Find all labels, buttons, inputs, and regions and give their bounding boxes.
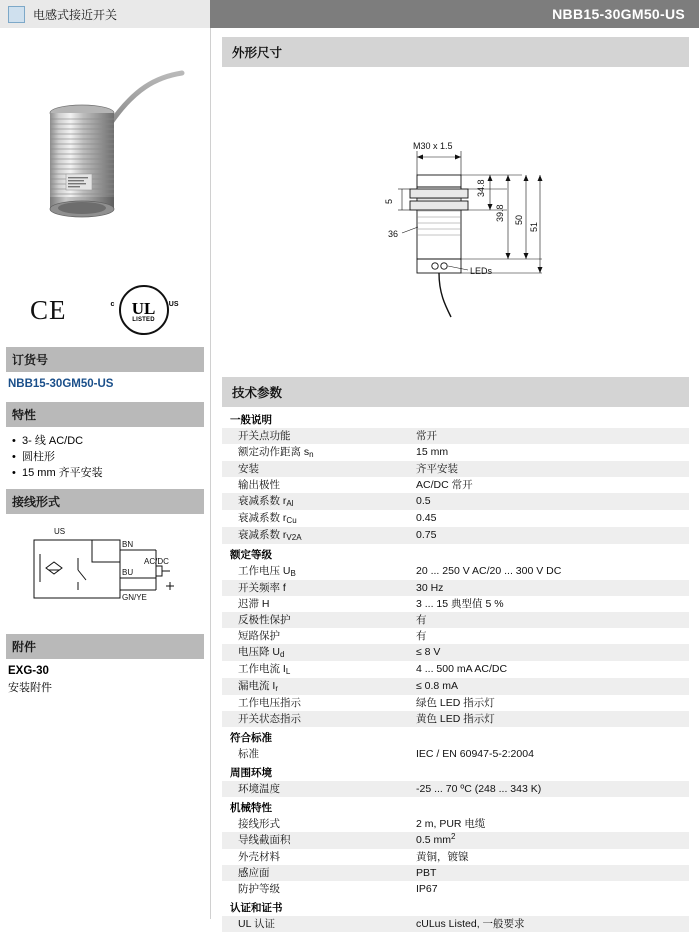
spec-group-header (222, 797, 689, 816)
spec-value: 常开 (412, 428, 689, 444)
spec-key: 接线形式 (238, 818, 280, 830)
spec-value: 齐平安装 (412, 461, 689, 477)
wiring-section-header: 接线形式 (6, 489, 204, 514)
spec-value: 有 (416, 630, 427, 642)
table-row (222, 832, 689, 849)
wiring-gnye-label: GN/YE (122, 593, 147, 602)
list-item: • 圆柱形 (22, 449, 204, 465)
spec-value: 有 (412, 612, 689, 628)
spec-group-header (222, 897, 689, 916)
spec-key: 衰减系数 $r_{Al}$ (222, 493, 412, 510)
page-title: 电感式接近开关 (33, 7, 118, 22)
table-row (222, 661, 689, 678)
spec-group-label: 周围环境 (230, 767, 272, 779)
ul-mark-icon (119, 285, 169, 335)
table-row (222, 580, 689, 596)
spec-value: AC/DC 常开 (416, 479, 473, 491)
spec-key: 短路保护 (238, 630, 280, 642)
features-section-header: 特性 (6, 402, 204, 427)
table-row (222, 916, 689, 932)
dimensions-section-header: 外形尺寸 (222, 37, 689, 67)
product-photo (6, 29, 204, 279)
table-row (222, 816, 689, 832)
spec-value: PBT (412, 865, 689, 881)
ce-mark-icon: CE (30, 294, 67, 325)
wiring-bn-label: BN (122, 540, 134, 549)
dim-34-8-label: 34.8 (476, 179, 486, 197)
spec-value: 4 ... 500 mA AC/DC (416, 663, 508, 675)
dim-50-label: 50 (514, 214, 524, 225)
ul-text: UL (131, 299, 156, 318)
spec-key: 衰减系数 $r_{Cu}$ (238, 512, 297, 525)
spec-group-label: 符合标准 (230, 732, 272, 744)
wiring-diagram (6, 520, 204, 628)
table-row (222, 628, 689, 644)
spec-key: 感应面 (222, 865, 412, 881)
table-row (222, 444, 689, 461)
order-number-value: NBB15-30GM50-US (8, 378, 114, 390)
specifications-table (222, 409, 689, 932)
spec-key: 防护等级 (238, 883, 280, 895)
spec-key: 电压降 $U_d$ (222, 644, 412, 661)
table-row (222, 865, 689, 881)
dim-thread-label: M30 x 1.5 (413, 141, 453, 151)
spec-key: 工作电流 $I_L$ (238, 663, 291, 676)
right-column (210, 29, 699, 930)
spec-group-label: 一般说明 (230, 414, 272, 426)
spec-value: ≤ 0.8 mA (412, 678, 689, 695)
table-row (222, 711, 689, 727)
spec-key: 环境温度 (222, 781, 412, 797)
spec-key: 迟滞 H (238, 598, 270, 610)
spec-key: 工作电压 $U_B$ (238, 565, 296, 578)
accessory-name: EXG-30 (8, 665, 49, 677)
spec-value: 0.5 (412, 493, 689, 510)
spec-key: 标准 (238, 748, 259, 760)
spec-key: 开关点功能 (222, 428, 412, 444)
spec-value: 3 ... 15 典型值 5 % (416, 598, 504, 610)
table-row (222, 849, 689, 865)
spec-value: 30 Hz (412, 580, 689, 596)
square-logo-icon (8, 6, 25, 23)
spec-value: 黄铜，镀镍 (416, 851, 469, 863)
table-row (222, 493, 689, 510)
spec-key: UL 认证 (222, 916, 412, 932)
spec-key: 开关状态指示 (222, 711, 412, 727)
dim-36-label: 36 (388, 229, 399, 239)
page-body (0, 29, 699, 930)
spec-key: 导线截面积 (222, 832, 412, 849)
spec-value: 20 ... 250 V AC/20 ... 300 V DC (416, 565, 562, 577)
order-number-section-header: 订货号 (6, 347, 204, 372)
wiring-bu-label: BU (122, 568, 134, 577)
spec-group-header (222, 762, 689, 781)
table-row (222, 527, 689, 544)
dim-51-label: 51 (529, 221, 539, 232)
table-row (222, 695, 689, 711)
model-number-banner: NBB15-30GM50-US (210, 0, 699, 28)
page-header (0, 0, 699, 29)
header-left (0, 0, 210, 28)
dim-5-label: 5 (384, 198, 394, 204)
spec-group-label: 额定等级 (230, 549, 272, 561)
spec-key: 漏电流 $I_r$ (222, 678, 412, 695)
table-row (222, 563, 689, 580)
spec-group-header (222, 544, 689, 563)
table-row (222, 781, 689, 797)
spec-value: IEC / EN 60947-5-2:2004 (416, 748, 534, 760)
ul-right-letter: US (168, 301, 179, 308)
spec-key: 工作电压指示 (238, 697, 301, 709)
ul-left-letter: c (110, 301, 115, 308)
features-list (6, 433, 204, 481)
spec-key: 开关频率 f (222, 580, 412, 596)
table-row (222, 746, 689, 762)
wiring-acdc-label: AC/DC (144, 557, 169, 566)
spec-group-header (222, 727, 689, 746)
list-item: • 3- 线 AC/DC (22, 433, 204, 449)
column-divider (210, 28, 211, 919)
table-row (222, 477, 689, 493)
spec-group-header (222, 409, 689, 428)
spec-key: 衰减系数 $r_{V2A}$ (222, 527, 412, 544)
spec-value: 0.5 $mm^2$ (412, 832, 689, 849)
dim-leds-label: LEDs (470, 266, 493, 276)
spec-group-label: 机械特性 (230, 802, 272, 814)
ul-listed-text: LISTED (132, 317, 155, 323)
spec-key: 反极性保护 (222, 612, 412, 628)
spec-value: 绿色 LED 指示灯 (416, 697, 495, 709)
left-column (0, 29, 210, 920)
wiring-us-label: US (54, 527, 66, 536)
spec-group-label: 认证和证书 (230, 902, 283, 914)
specifications-section-header: 技术参数 (222, 377, 689, 407)
table-row (222, 612, 689, 628)
dim-39-8-label: 39.8 (495, 204, 505, 222)
spec-value: IP67 (416, 883, 438, 895)
spec-key: 外壳材料 (238, 851, 280, 863)
spec-value: 0.75 (412, 527, 689, 544)
table-row (222, 428, 689, 444)
spec-value: 0.45 (416, 512, 437, 524)
accessory-description: 安装附件 (8, 682, 52, 694)
table-row (222, 881, 689, 897)
spec-key: 额定动作距离 $s_n$ (238, 446, 314, 459)
table-row (222, 461, 689, 477)
spec-value: 2 m, PUR 电缆 (416, 818, 486, 830)
spec-key: 输出极性 (238, 479, 280, 491)
spec-value: -25 ... 70 ºC (248 ... 343 K) (412, 781, 689, 797)
spec-value: ≤ 8 V (412, 644, 689, 661)
dimension-drawing (222, 67, 689, 367)
accessories-section-header: 附件 (6, 634, 204, 659)
spec-value: 15 mm (416, 446, 449, 458)
list-item: • 15 mm 齐平安装 (22, 465, 204, 481)
spec-key: 安装 (222, 461, 412, 477)
spec-value: 黄色 LED 指示灯 (412, 711, 689, 727)
table-row (222, 678, 689, 695)
table-row (222, 596, 689, 612)
table-row (222, 644, 689, 661)
table-row (222, 510, 689, 527)
approval-marks (6, 279, 204, 341)
spec-value: cULus Listed, 一般要求 (412, 916, 689, 932)
